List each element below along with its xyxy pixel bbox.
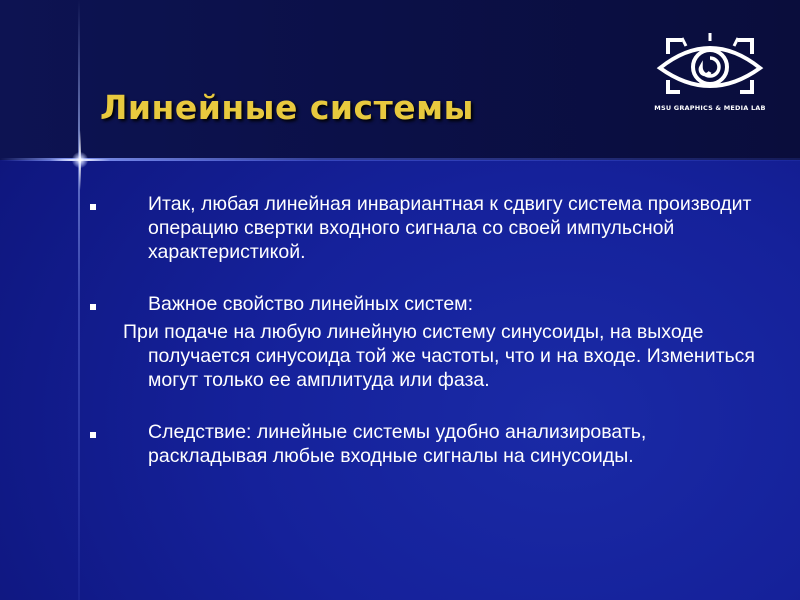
bullet-text: Важное свойство линейных систем:	[148, 293, 473, 315]
bullet-text: Следствие: линейные системы удобно анализировать, раскладывая любые входные сигналы на синусоиды.	[148, 421, 647, 467]
title-band-divider	[0, 158, 800, 161]
square-bullet-icon	[90, 304, 96, 310]
bullet-item	[90, 420, 770, 468]
slide-title: Линейные системы	[100, 88, 474, 127]
square-bullet-icon	[90, 204, 96, 210]
slide-content	[90, 192, 770, 468]
left-vertical-line	[78, 0, 80, 600]
eye-icon	[650, 30, 770, 106]
bullet-item	[90, 192, 770, 264]
bullet-item	[90, 292, 770, 316]
bullet-text: Итак, любая линейная инвариантная к сдвигу система производит операцию свертки входного сигнала со своей импульсной характеристикой.	[148, 193, 752, 263]
msu-logo	[650, 30, 770, 120]
paragraph-text: При подаче на любую линейную систему синусоиды, на выходе получается синусоида той же частоты, что и на входе. Измениться могут только ее амплитуда или фаза.	[123, 321, 755, 391]
explanation-paragraph	[90, 320, 770, 392]
logo-caption: MSU GRAPHICS & MEDIA LAB	[654, 104, 766, 112]
square-bullet-icon	[90, 432, 96, 438]
